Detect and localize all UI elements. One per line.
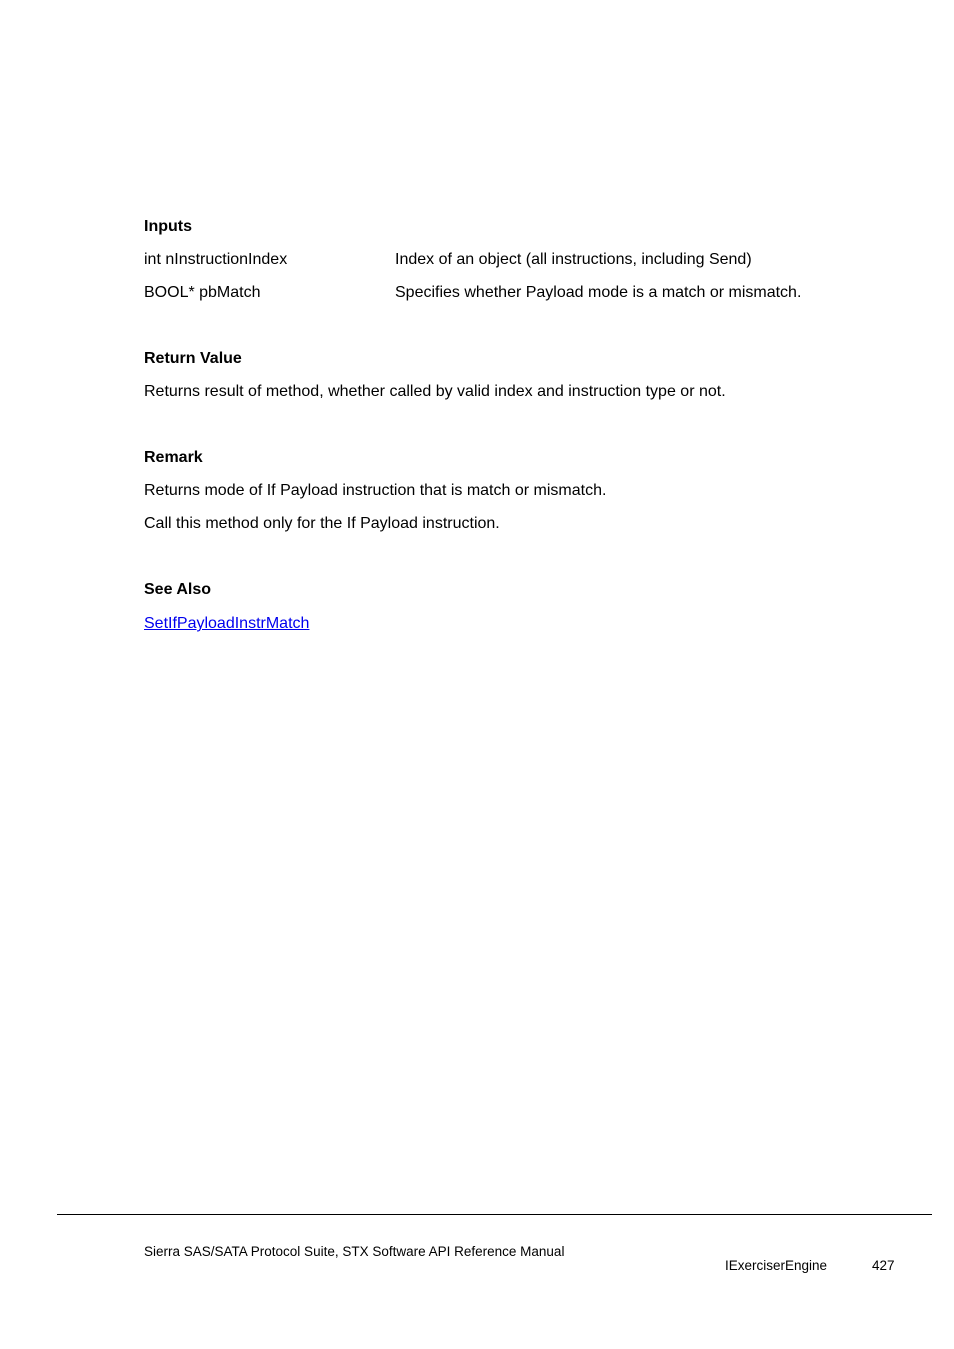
return-value-text: Returns result of method, whether called by valid index and instruction type or not. [144, 383, 726, 400]
footer-divider [57, 1214, 932, 1215]
footer-section-name: IExerciserEngine [725, 1258, 828, 1273]
see-also-heading: See Also [144, 581, 211, 598]
inputs-heading: Inputs [144, 218, 192, 235]
remark-line: Call this method only for the If Payload instruction. [144, 515, 500, 532]
footer-manual-title: Sierra SAS/SATA Protocol Suite, STX Software API Reference Manual [144, 1244, 565, 1259]
remark-heading: Remark [144, 449, 203, 466]
param-description: Index of an object (all instructions, including Send) [395, 251, 752, 268]
param-description: Specifies whether Payload mode is a match or mismatch. [395, 284, 802, 301]
return-value-heading: Return Value [144, 350, 242, 367]
remark-line: Returns mode of If Payload instruction that is match or mismatch. [144, 482, 607, 499]
see-also-link[interactable]: SetIfPayloadInstrMatch [144, 615, 310, 632]
footer-page-number: 427 [872, 1258, 895, 1273]
param-name: BOOL* pbMatch [144, 284, 261, 301]
param-name: int nInstructionIndex [144, 251, 288, 268]
